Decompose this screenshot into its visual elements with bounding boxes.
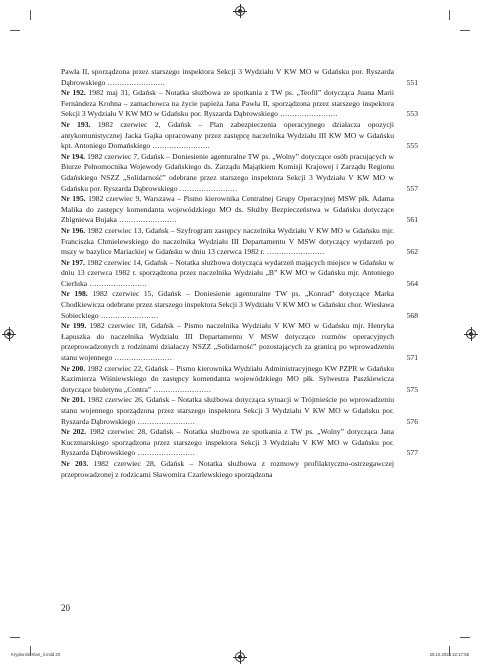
- toc-entry[interactable]: [61, 152, 418, 194]
- leader-dots: ........................: [135, 448, 196, 458]
- crop-mark: [10, 637, 20, 638]
- entry-page-number: 575: [406, 384, 418, 394]
- entry-page-number: 561: [406, 215, 418, 225]
- entry-title: 1982 czerwiec 15, Gdańsk – Doniesienie agenturalne TW ps. „Konrad” dotyczące Marka Chodkiewicza odebrane przez starszego inspektora Sekcji 3 Wydziału V KW MO w Gdańsku chor. Wiesława Sobieckiego: [61, 289, 395, 320]
- entry-title: 1982 czerwiec 9, Warszawa – Pismo kierownika Centralnej Grupy Operacyjnej MSW płk. Adama Malika do zastępcy komendanta wojewódzkiego MO ds. Służby Bezpieczeństwa w Gdańsku dotyczące Zbigniewa Bujaka: [61, 194, 395, 225]
- entry-number: Nr 192.: [61, 88, 86, 98]
- registration-mark-right: [466, 329, 476, 339]
- entry-number: Nr 196.: [61, 225, 86, 235]
- crop-mark: [449, 10, 450, 20]
- entry-number: Nr 198.: [61, 289, 88, 299]
- registration-mark-top: [235, 6, 245, 16]
- toc-entry[interactable]: [61, 88, 418, 120]
- entry-number: Nr 199.: [61, 321, 87, 331]
- toc-entry[interactable]: [61, 427, 418, 459]
- leader-dots: ........................: [177, 183, 238, 193]
- entry-number: Nr 201.: [61, 395, 86, 405]
- leader-dots: ........................: [116, 215, 177, 225]
- entry-page-number: 557: [406, 183, 418, 193]
- entry-number: Nr 194.: [61, 151, 86, 161]
- leader-dots: ........................: [112, 353, 173, 363]
- entry-page-number: 553: [406, 109, 418, 119]
- crop-mark: [460, 30, 470, 31]
- entry-page-number: 576: [406, 416, 418, 426]
- leader-dots: ........................: [87, 278, 148, 288]
- entry-title: 1982 czerwiec 18, Gdańsk – Pismo naczelnika Wydziału V KW MO w Gdańsku mjr. Henryka Łapuszka do naczelnika Wydziału III Departamentu V MSW dotyczące rozmów operacyjnych przeprowadzonych z rodzinami działaczy NSZZ „Solidarność” pozostających za granicą po wprowadzeniu stanu wojennego: [61, 321, 395, 363]
- entry-title: 1982 czerwiec 13, Gdańsk – Szyfrogram zastępcy naczelnika Wydziału V KW MO w Gdańsku mjr. Franciszka Chmielewskiego do naczelnika Wydziału III Departamentu V MSW dotyczący wydarzeń po mszy w bazylice Mariackiej w Gdańsku w dniu 13 czerwca 1982 r.: [61, 225, 394, 257]
- toc-entry[interactable]: [61, 258, 418, 290]
- footer-timestamp: 29.10.2024 22:17:58: [429, 652, 469, 657]
- entry-page-number: 577: [406, 448, 418, 458]
- leader-dots: ........................: [264, 247, 325, 257]
- toc-entry[interactable]: [61, 321, 418, 363]
- entry-number: Nr 202.: [61, 427, 87, 437]
- toc-entry[interactable]: [61, 395, 418, 427]
- entry-number: Nr 203.: [61, 458, 89, 468]
- entry-page-number: 555: [406, 141, 418, 151]
- entry-page-number: 562: [406, 247, 418, 257]
- toc-entry[interactable]: [61, 364, 418, 396]
- entry-page-number: 571: [406, 353, 418, 363]
- entry-number: Nr 200.: [61, 363, 86, 373]
- leader-dots: ........................: [98, 310, 159, 320]
- entry-number: Nr 193.: [61, 119, 91, 129]
- registration-mark-left: [4, 329, 14, 339]
- entry-page-number: 568: [406, 310, 418, 320]
- entry-title: 1982 czerwiec 28, Gdańsk – Notatka służbowa z rozmowy profilaktyczno-ostrzegawczej przeprowadzonej z rodzicami Sławomira Czarlewskiego sporządzona: [61, 458, 394, 479]
- toc-entry[interactable]: [61, 289, 418, 321]
- print-footer: [11, 652, 469, 657]
- entry-page-number: 564: [406, 278, 418, 288]
- crop-mark: [30, 10, 31, 20]
- entry-title: 1982 czerwiec 22, Gdańsk – Pismo kierownika Wydziału Administracyjnego KW PZPR w Gdańsku Kazimierza Wiśniewskiego do zastępcy komendanta wojewódzkiego MO płk. Sylwestra Paszkiewicza dotyczące biuletynu „Contra”: [61, 363, 394, 394]
- toc-entry[interactable]: [61, 226, 418, 258]
- entry-title: 1982 czerwiec 28, Gdańsk – Notatka służbowa ze spotkania z TW ps. „Wolny” dotycząca Jana Kuczmarskiego sporządzona przez starszego inspektora Sekcji 3 Wydziału V KW MO w Gdańsku por. Ryszarda Dąbrowskiego: [61, 427, 394, 458]
- entry-number: Nr 197.: [61, 257, 85, 267]
- entry-number: Nr 195.: [61, 194, 86, 204]
- table-of-contents: [61, 67, 418, 480]
- entry-title: 1982 czerwiec 2, Gdańsk – Plan zabezpieczenia operacyjnego działacza opozycji antykomunistycznej Jacka Gajka opracowany przez zastępcę naczelnika Wydziału III KW MO w Gdańsku kpt. Antoniego Domańskiego: [61, 119, 394, 151]
- entry-title: Pawła II, sporządzona przez starszego inspektora Sekcji 3 Wydziału V KW MO w Gdańsku por. Ryszarda Dąbrowskiego: [61, 67, 394, 87]
- entry-title: 1982 czerwiec 26, Gdańsk – Notatka służbowa dotycząca sytuacji w Trójmieście po wprowadzeniu stanu wojennego sporządzona przez starszego inspektora Sekcji 3 Wydziału V KW MO w Gdańsku por. Ryszarda Dąbrowskiego: [61, 395, 394, 426]
- toc-entry[interactable]: [61, 67, 418, 88]
- crop-mark: [460, 637, 470, 638]
- page-number: 20: [61, 603, 70, 613]
- crop-mark: [10, 30, 20, 31]
- leader-dots: ........................: [105, 77, 166, 87]
- entry-title: 1982 czerwiec 14, Gdańsk – Notatka służbowa dotycząca wydarzeń mających miejsce w Gdańsku w dniu 13 czerwca 1982 r. sporządzona przez naczelnika Wydziału „B” KW MO w Gdańsku mjr. Antoniego Cierluka: [61, 257, 395, 288]
- leader-dots: ........................: [151, 384, 212, 394]
- leader-dots: ........................: [277, 109, 338, 119]
- entry-page-number: 551: [406, 77, 418, 87]
- toc-entry[interactable]: [61, 194, 418, 226]
- toc-entry[interactable]: [61, 459, 418, 480]
- footer-file-name: Kryptonim Klan_3.indd 20: [11, 652, 61, 657]
- toc-entry[interactable]: [61, 120, 418, 152]
- entry-title: 1982 czerwiec 7, Gdańsk – Doniesienie agenturalne TW ps. „Wolny” dotyczące osób pracujących w Biurze Pełnomocnika Wojewody Gdańskiego ds. Zarządu Majątkiem Komisji Krajowej i Zarządu Regionu Gdańskiego NSZZ „Solidarność” odebrane przez starszego inspektora Sekcji 3 Wydziału V KW MO w Gdańsku por. Ryszarda Dąbrowskiego: [61, 151, 394, 193]
- entry-title: 1982 maj 31, Gdańsk – Notatka służbowa ze spotkania z TW ps. „Teofil” dotycząca Juana Marii Fernándeza Krohna – zamachowca na życie papieża Jana Pawła II, sporządzona przez starszego inspektora Sekcji 3 Wydziału V KW MO w Gdańsku por. Ryszarda Dąbrowskiego: [61, 88, 395, 119]
- leader-dots: ........................: [135, 416, 196, 426]
- leader-dots: ........................: [150, 141, 211, 151]
